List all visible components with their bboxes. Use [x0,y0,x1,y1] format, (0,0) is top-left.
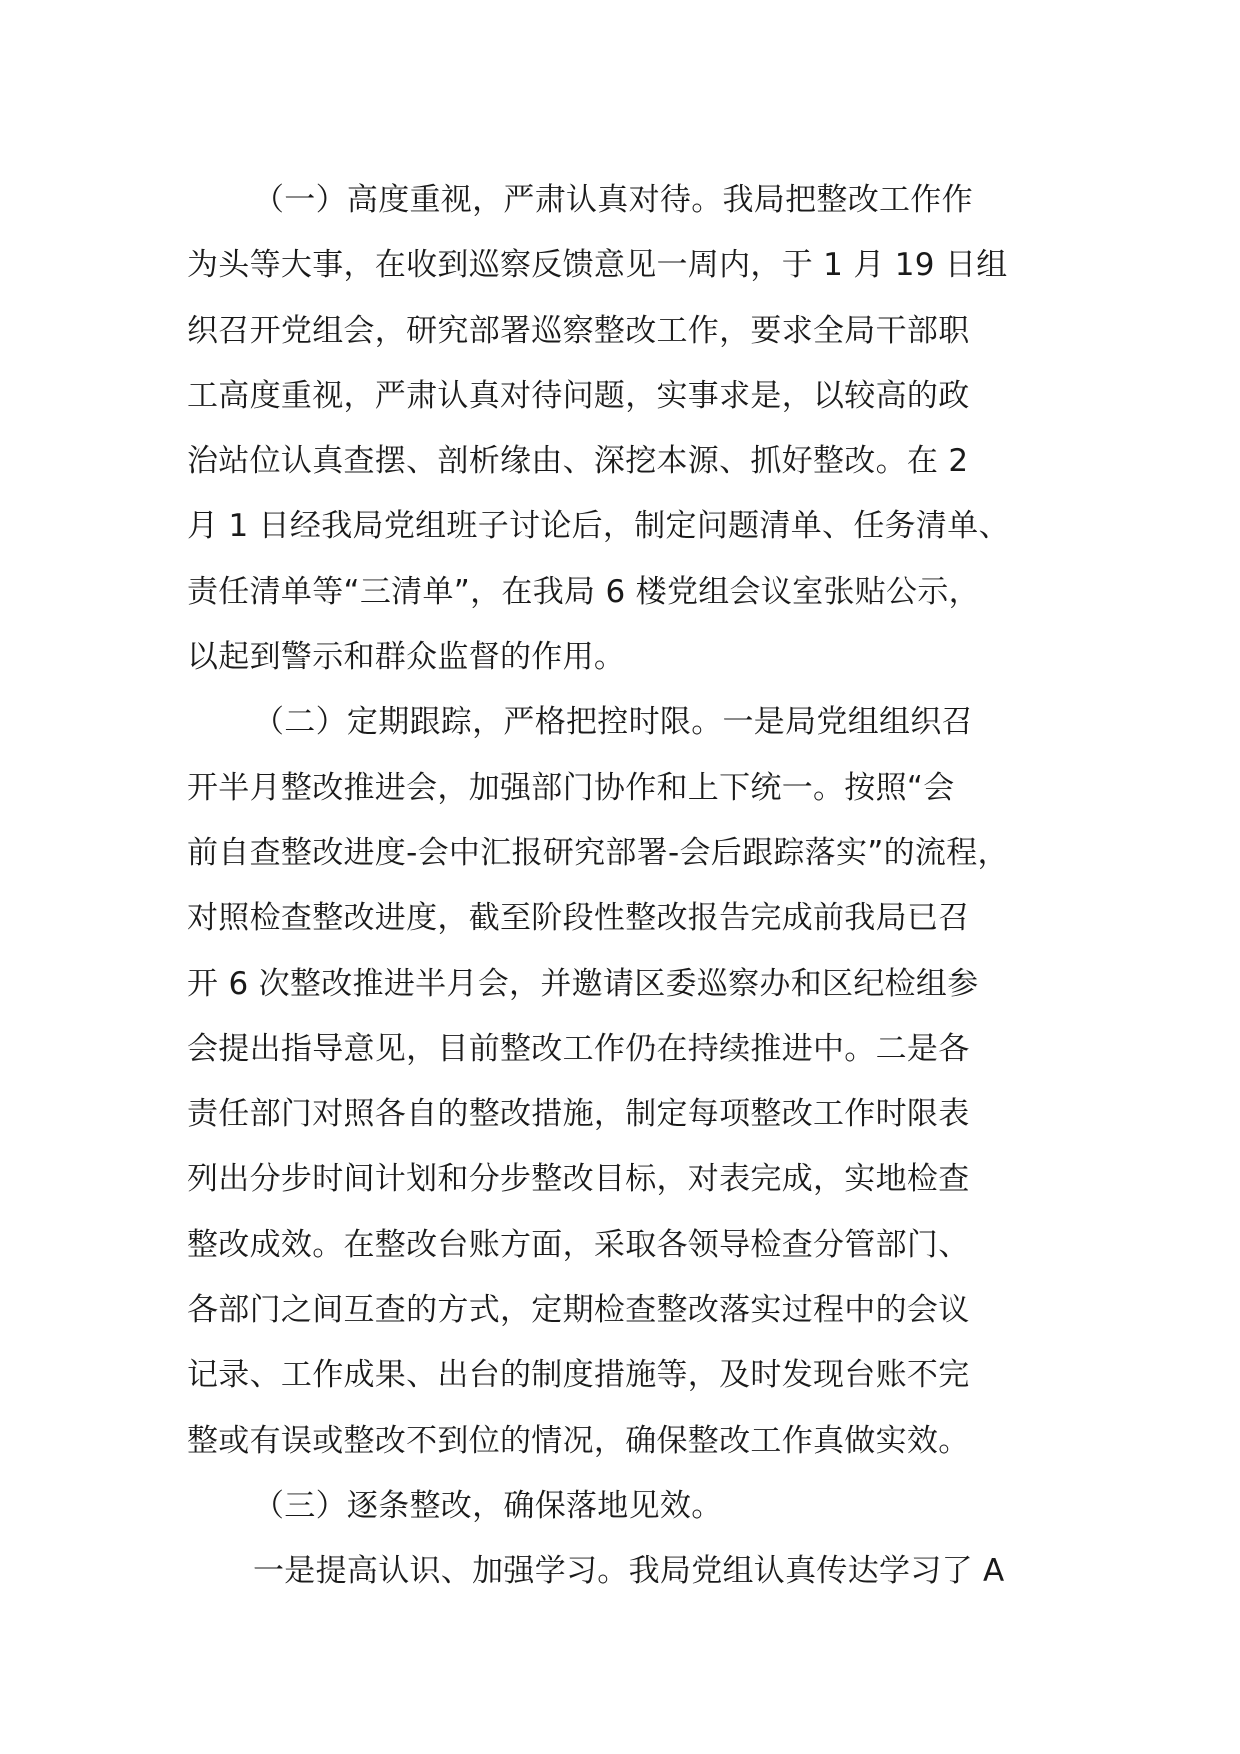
paragraph-1-line-2: 为头等大事，在收到巡察反馈意见一周内，于 1 月 19 日组 [187,247,1008,284]
paragraph-2-line-8: 列出分步时间计划和分步整改目标，对表完成，实地检查 [187,1161,970,1198]
paragraph-2-line-4: 对照检查整改进度，截至阶段性整改报告完成前我局已召 [187,900,970,937]
paragraph-2-line-1: （二）定期跟踪，严格把控时限。一是局党组组织召 [253,704,973,741]
paragraph-2-line-10: 各部门之间互查的方式，定期检查整改落实过程中的会议 [187,1292,970,1329]
paragraph-1-line-6: 月 1 日经我局党组班子讨论后，制定问题清单、任务清单、 [187,508,1010,545]
paragraph-1-line-4: 工高度重视，严肃认真对待问题，实事求是，以较高的政 [187,377,970,414]
paragraph-2-line-9: 整改成效。在整改台账方面，采取各领导检查分管部门、 [187,1226,970,1263]
paragraph-2-line-5: 开 6 次整改推进半月会，并邀请区委巡察办和区纪检组参 [187,965,979,1002]
paragraph-2-line-12: 整或有误或整改不到位的情况，确保整改工作真做实效。 [187,1422,970,1459]
paragraph-1-line-7: 责任清单等“三清单”，在我局 6 楼党组会议室张贴公示， [187,573,980,610]
paragraph-1-line-3: 织召开党组会，研究部署巡察整改工作，要求全局干部职 [187,312,970,349]
paragraph-2-line-2: 开半月整改推进会，加强部门协作和上下统一。按照“会 [187,769,955,806]
paragraph-1-line-1: （一）高度重视，严肃认真对待。我局把整改工作作 [253,182,973,218]
section-heading-3: （三）逐条整改，确保落地见效。 [253,1487,723,1524]
paragraph-3-line-1: 一是提高认识、加强学习。我局党组认真传达学习了 A [253,1553,1005,1590]
paragraph-2-line-7: 责任部门对照各自的整改措施，制定每项整改工作时限表 [187,1096,970,1133]
document-body [187,168,1087,1605]
paragraph-2-line-6: 会提出指导意见，目前整改工作仍在持续推进中。二是各 [187,1030,970,1067]
paragraph-2-line-11: 记录、工作成果、出台的制度措施等，及时发现台账不完 [187,1357,970,1394]
paragraph-1-line-5: 治站位认真查摆、剖析缘由、深挖本源、抓好整改。在 2 [187,443,969,480]
paragraph-1-line-8: 以起到警示和群众监督的作用。 [187,639,626,676]
paragraph-2-line-3: 前自查整改进度-会中汇报研究部署-会后跟踪落实”的流程， [187,834,1009,871]
